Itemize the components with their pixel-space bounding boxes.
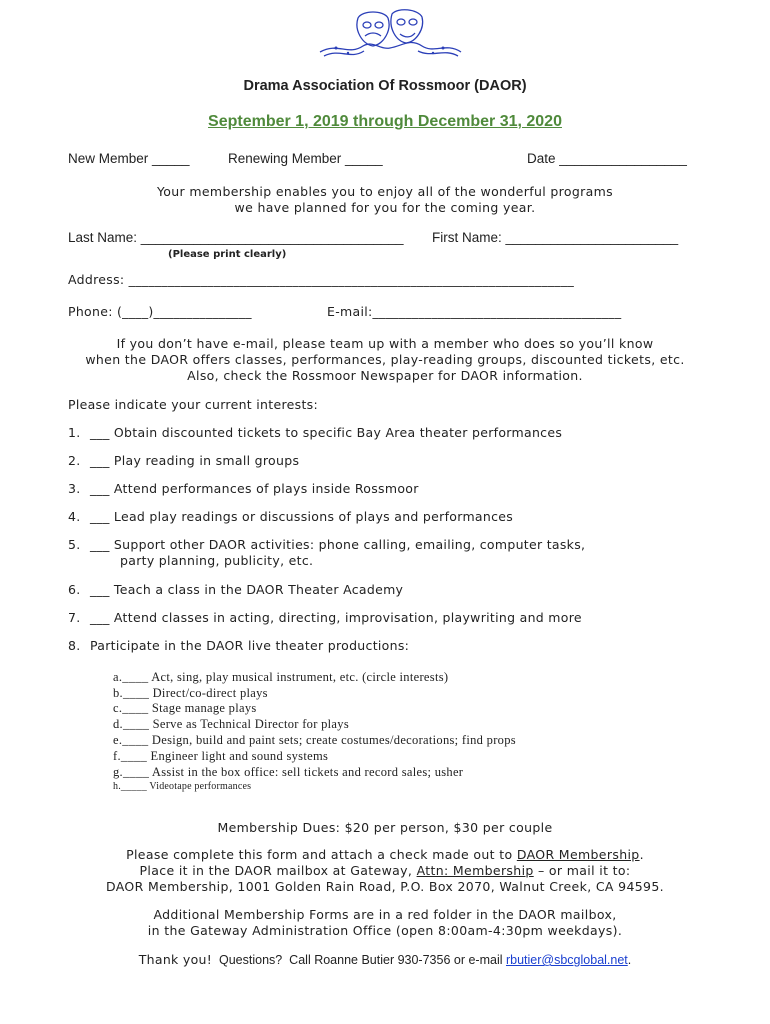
address-field[interactable]: Address: ____________________________________________________________________ <box>68 272 575 287</box>
last-name-field[interactable]: Last Name: ___________________________________ <box>68 230 404 245</box>
mailing-address: DAOR Membership, 1001 Golden Rain Road, P.O. Box 2070, Walnut Creek, CA 94595. <box>106 879 664 894</box>
payee-name: DAOR Membership <box>516 847 640 862</box>
production-sub-item-d[interactable]: d.____ Serve as Technical Director for plays <box>113 717 349 731</box>
form-title: Drama Association Of Rossmoor (DAOR) <box>243 78 527 94</box>
production-sub-item-c[interactable]: c.____ Stage manage plays <box>113 701 257 715</box>
intro-line-2: we have planned for you for the coming year. <box>234 200 536 215</box>
production-sub-item-a[interactable]: a.____ Act, sing, play musical instrument, etc. (circle interests) <box>113 670 449 684</box>
production-sub-item-b[interactable]: b.____ Direct/co-direct plays <box>113 686 268 700</box>
footer-contact: Thank you! Questions? Call Roanne Butier 930-7356 or e-mail rbutier@sbcglobal.net. <box>138 952 632 967</box>
email-field[interactable]: E-mail:______________________________________ <box>327 304 622 319</box>
first-name-field[interactable]: First Name: _______________________ <box>432 230 679 245</box>
phone-label: Phone: <box>68 304 113 319</box>
additional-forms-line-2: in the Gateway Administration Office (open 8:00am-4:30pm weekdays). <box>147 923 623 938</box>
production-sub-item-g[interactable]: g.____ Assist in the box office: sell tickets and record sales; usher <box>113 765 464 779</box>
new-member-field[interactable]: New Member _____ <box>68 151 190 166</box>
interests-heading: Please indicate your current interests: <box>68 397 318 412</box>
email-note-line-3: Also, check the Rossmoor Newspaper for DAOR information. <box>187 368 583 383</box>
print-clearly-hint: (Please print clearly) <box>168 249 287 260</box>
production-sub-item-h[interactable]: h._____ Videotape performances <box>113 781 252 792</box>
phone-field[interactable]: (____)_______________ <box>117 304 252 319</box>
email-note-line-1: If you don’t have e-mail, please team up with a member who does so you’ll know <box>116 336 654 351</box>
production-sub-item-e[interactable]: e.____ Design, build and paint sets; create costumes/decorations; find props <box>113 733 516 747</box>
membership-dues: Membership Dues: $20 per person, $30 per couple <box>217 820 553 835</box>
attn-membership: Attn: Membership <box>416 863 534 878</box>
mailing-line-2: Place it in the DAOR mailbox at Gateway, Attn: Membership – or mail it to: <box>139 863 631 878</box>
additional-forms-line-1: Additional Membership Forms are in a red folder in the DAOR mailbox, <box>153 907 617 922</box>
renewing-member-field[interactable]: Renewing Member _____ <box>228 151 383 166</box>
email-note-line-2: when the DAOR offers classes, performances, play-reading groups, discounted tickets, etc. <box>85 352 685 367</box>
membership-period: September 1, 2019 through December 31, 2020 <box>208 113 562 130</box>
drama-masks-logo <box>318 8 463 60</box>
contact-email-link[interactable]: rbutier@sbcglobal.net <box>505 953 628 967</box>
intro-line-1: Your membership enables you to enjoy all of the wonderful programs <box>156 184 614 199</box>
date-field[interactable]: Date _________________ <box>527 151 687 166</box>
production-sub-item-f[interactable]: f.____ Engineer light and sound systems <box>113 749 329 763</box>
mailing-line-1: Please complete this form and attach a check made out to DAOR Membership. <box>126 847 644 862</box>
